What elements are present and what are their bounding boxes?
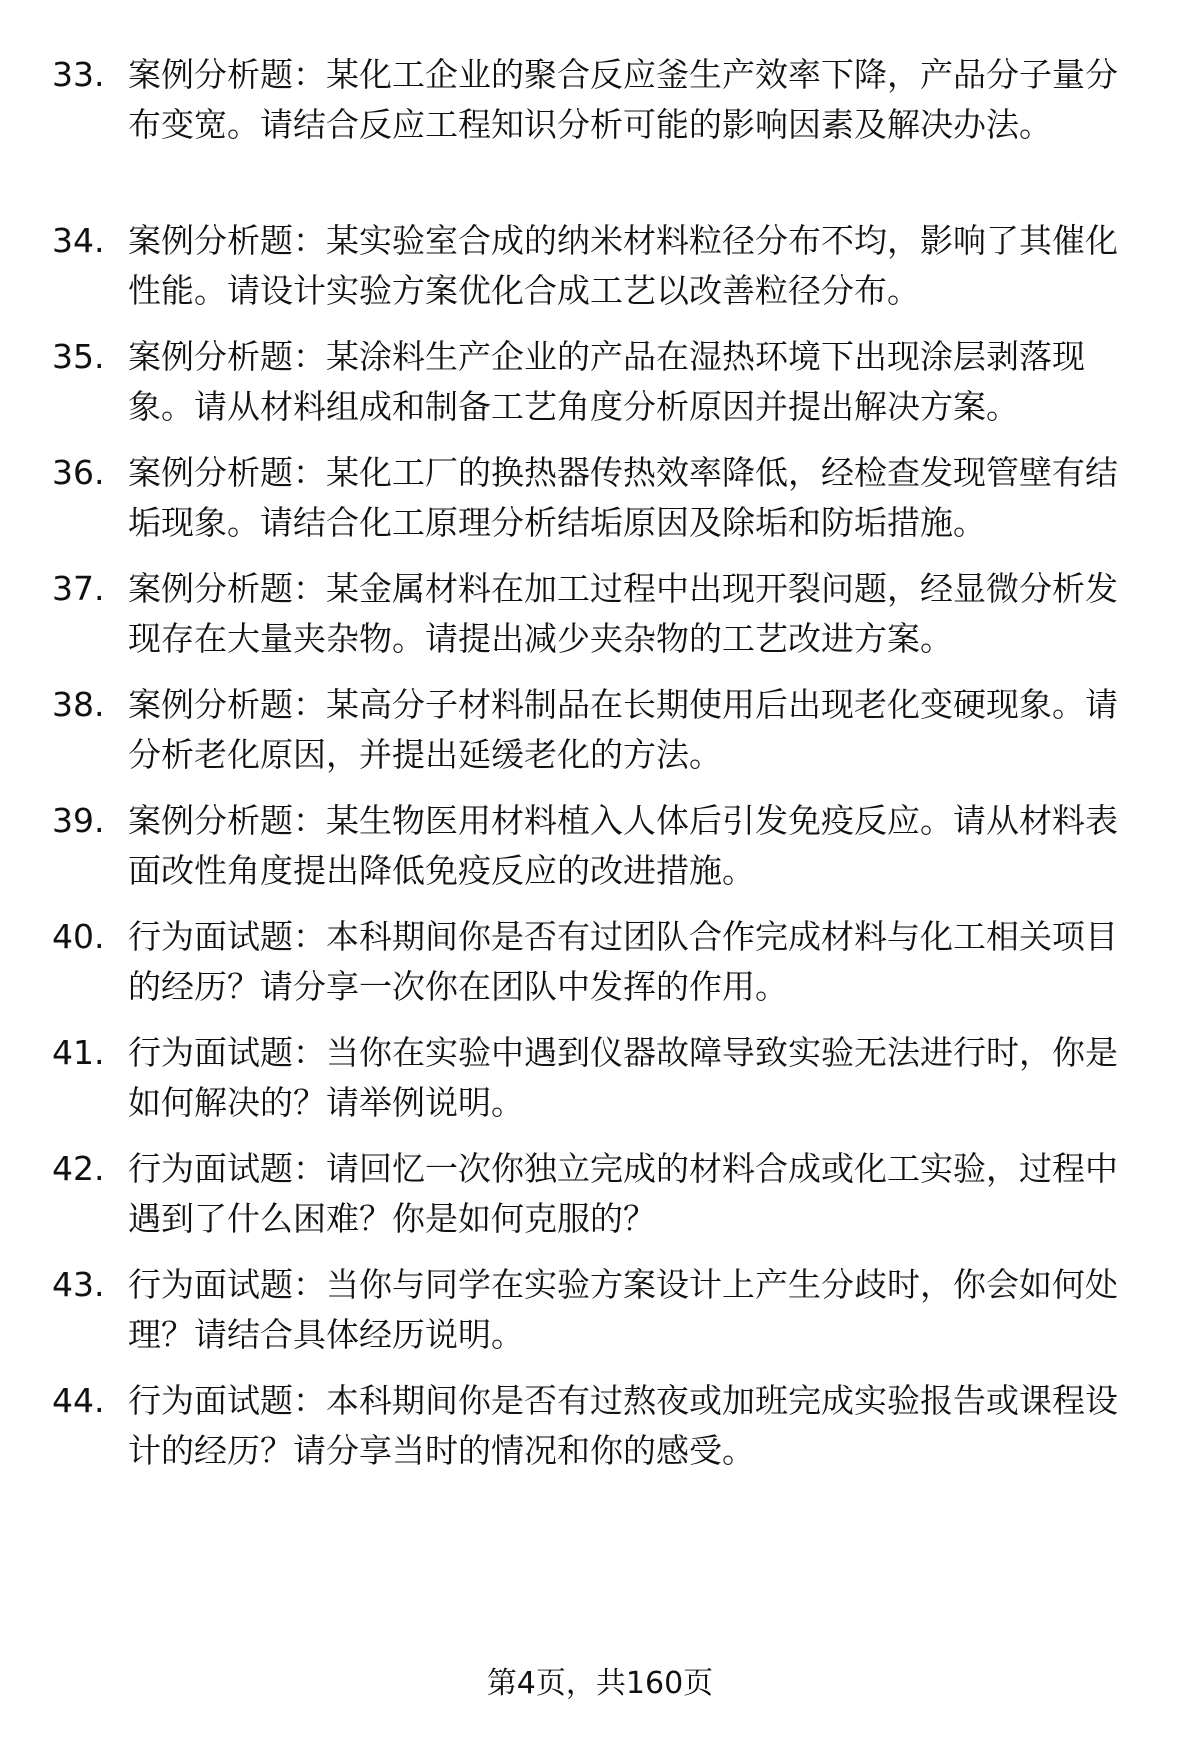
question-text: 行为面试题：当你与同学在实验方案设计上产生分歧时，你会如何处理？请结合具体经历说明。 xyxy=(128,1265,1118,1354)
page-number-footer: 第4页，共160页 xyxy=(486,1666,714,1701)
question-number: 35. xyxy=(52,337,105,376)
question-number: 42. xyxy=(52,1149,105,1188)
question-number: 44. xyxy=(52,1381,105,1420)
question-item-40 xyxy=(52,912,1142,1012)
question-text: 案例分析题：某化工企业的聚合反应釜生产效率下降，产品分子量分布变宽。请结合反应工程知识分析可能的影响因素及解决办法。 xyxy=(128,55,1118,144)
question-text: 案例分析题：某实验室合成的纳米材料粒径分布不均，影响了其催化性能。请设计实验方案优化合成工艺以改善粒径分布。 xyxy=(128,221,1118,310)
question-item-36 xyxy=(52,448,1142,548)
question-number: 43. xyxy=(52,1265,105,1304)
question-text: 案例分析题：某化工厂的换热器传热效率降低，经检查发现管壁有结垢现象。请结合化工原理分析结垢原因及除垢和防垢措施。 xyxy=(128,453,1118,542)
question-text: 行为面试题：请回忆一次你独立完成的材料合成或化工实验，过程中遇到了什么困难？你是如何克服的？ xyxy=(128,1149,1118,1238)
question-item-42 xyxy=(52,1144,1142,1244)
question-item-44 xyxy=(52,1376,1142,1476)
question-item-41 xyxy=(52,1028,1142,1128)
question-item-38 xyxy=(52,680,1142,780)
question-number: 34. xyxy=(52,221,105,260)
question-text: 行为面试题：当你在实验中遇到仪器故障导致实验无法进行时，你是如何解决的？请举例说明。 xyxy=(128,1033,1118,1122)
question-number: 40. xyxy=(52,917,105,956)
question-text: 案例分析题：某涂料生产企业的产品在湿热环境下出现涂层剥落现象。请从材料组成和制备工艺角度分析原因并提出解决方案。 xyxy=(128,337,1085,426)
question-number: 38. xyxy=(52,685,105,724)
question-item-37 xyxy=(52,564,1142,664)
question-text: 案例分析题：某金属材料在加工过程中出现开裂问题，经显微分析发现存在大量夹杂物。请提出减少夹杂物的工艺改进方案。 xyxy=(128,569,1118,658)
question-text: 案例分析题：某生物医用材料植入人体后引发免疫反应。请从材料表面改性角度提出降低免疫反应的改进措施。 xyxy=(128,801,1118,890)
question-item-33 xyxy=(52,50,1142,150)
question-item-35 xyxy=(52,332,1142,432)
question-number: 33. xyxy=(52,55,105,94)
question-item-39 xyxy=(52,796,1142,896)
question-number: 37. xyxy=(52,569,105,608)
question-item-43 xyxy=(52,1260,1142,1360)
question-number: 36. xyxy=(52,453,105,492)
question-text: 行为面试题：本科期间你是否有过熬夜或加班完成实验报告或课程设计的经历？请分享当时的情况和你的感受。 xyxy=(128,1381,1118,1470)
question-item-34 xyxy=(52,216,1142,316)
question-text: 行为面试题：本科期间你是否有过团队合作完成材料与化工相关项目的经历？请分享一次你在团队中发挥的作用。 xyxy=(128,917,1118,1006)
question-number: 41. xyxy=(52,1033,105,1072)
question-number: 39. xyxy=(52,801,105,840)
question-text: 案例分析题：某高分子材料制品在长期使用后出现老化变硬现象。请分析老化原因，并提出延缓老化的方法。 xyxy=(128,685,1118,774)
